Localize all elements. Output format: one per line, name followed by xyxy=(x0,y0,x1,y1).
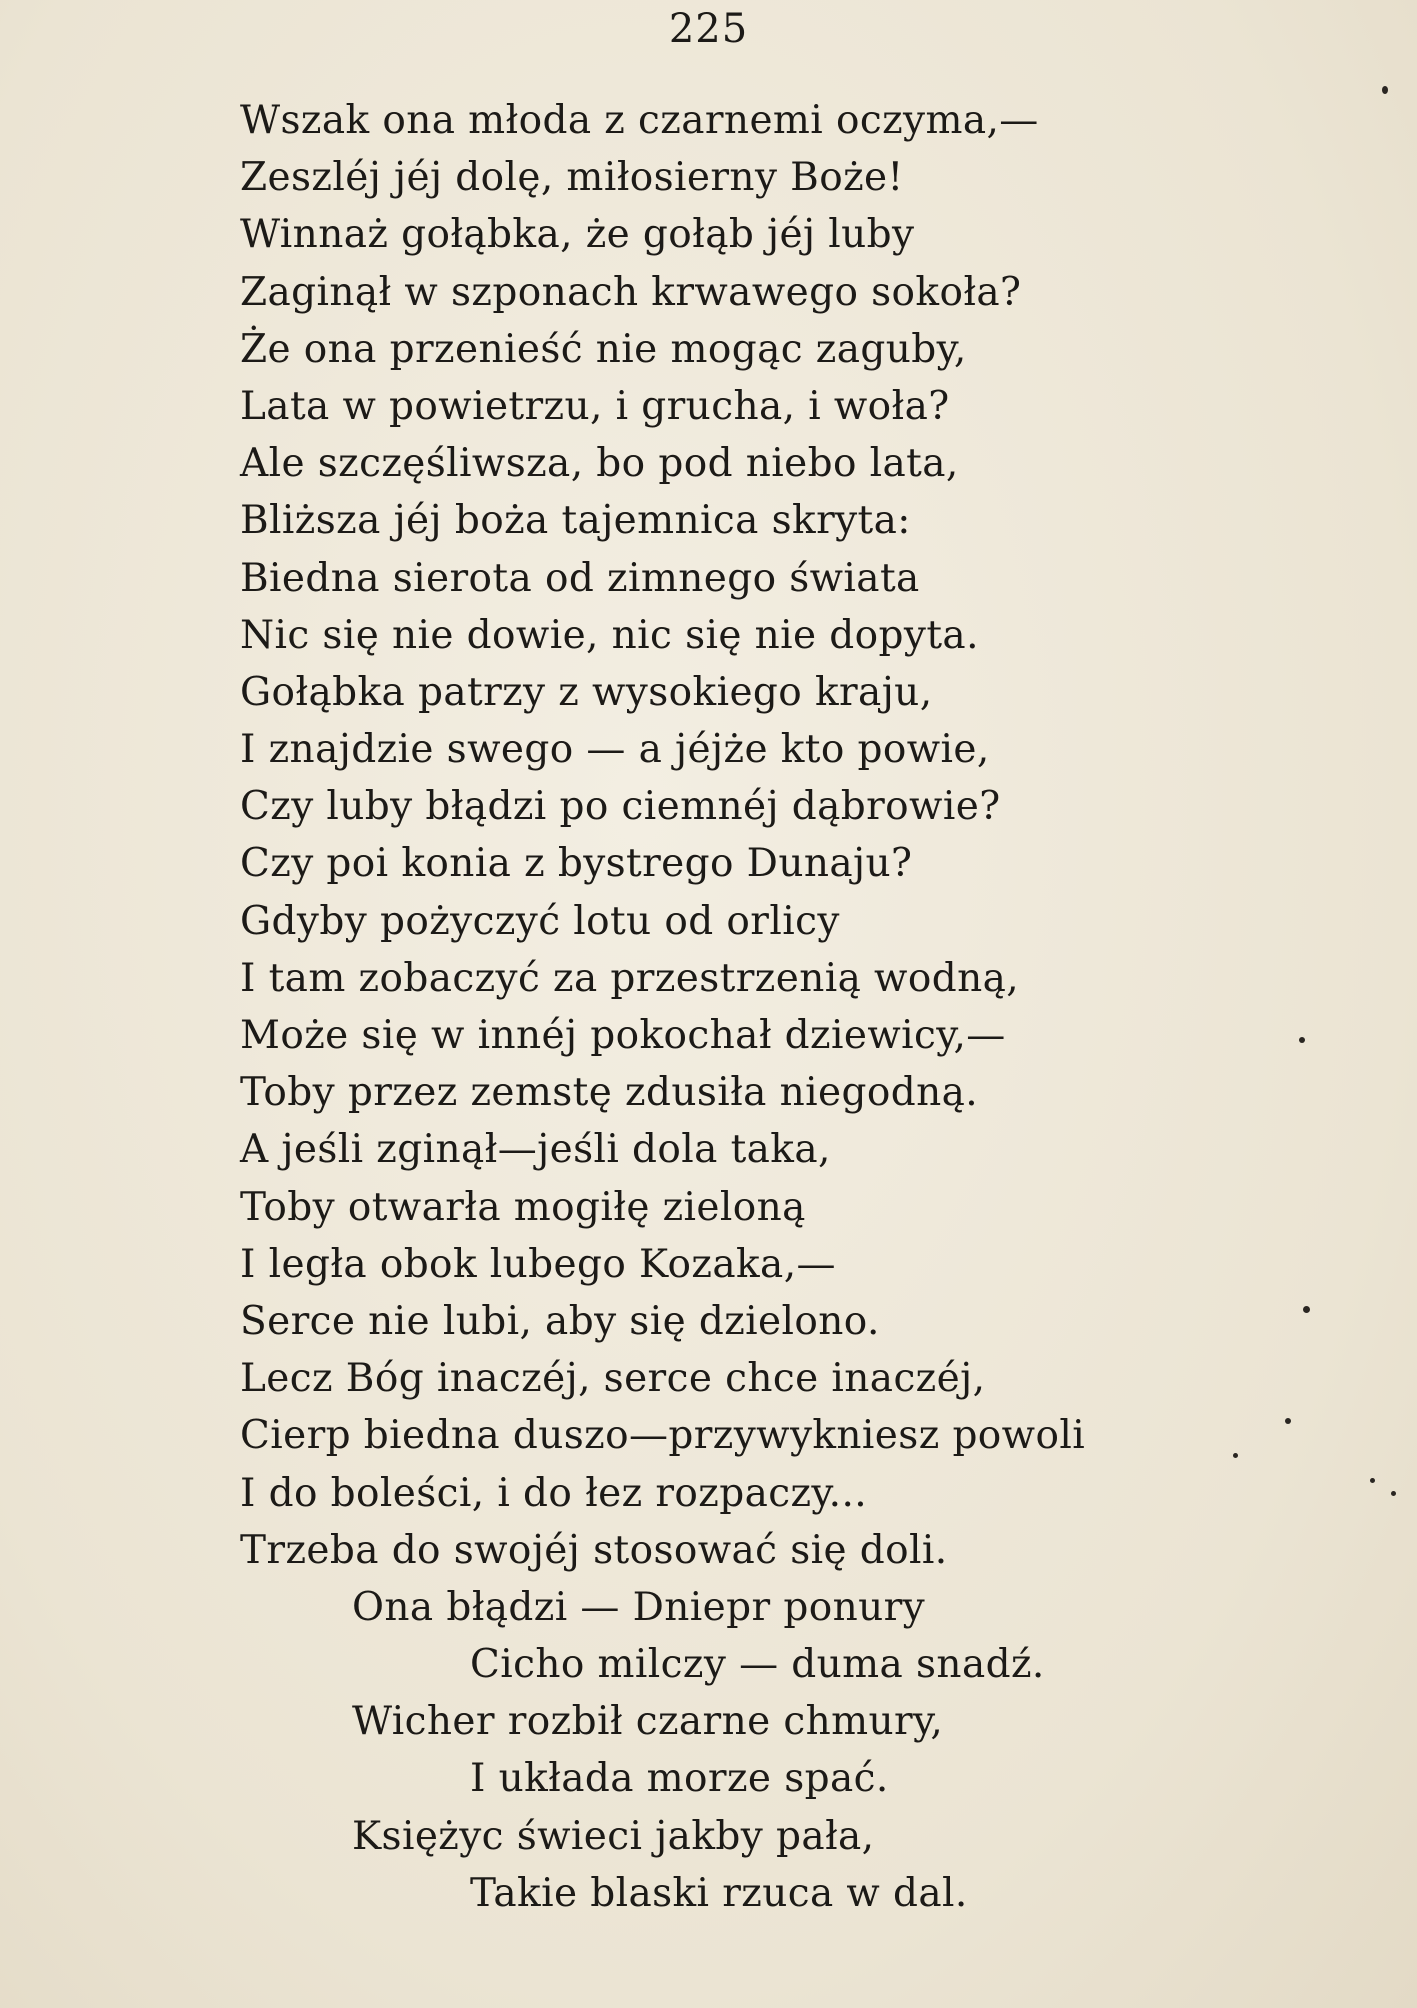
paper-speck xyxy=(1233,1453,1238,1458)
poem-line: I układa morze spać. xyxy=(470,1756,889,1802)
poem-line: I znajdzie swego — a jéjże kto powie, xyxy=(240,727,990,773)
poem-line: Ona błądzi — Dniepr ponury xyxy=(352,1584,926,1630)
poem-line: Trzeba do swojéj stosować się doli. xyxy=(240,1527,948,1573)
poem-line: Czy luby błądzi po ciemnéj dąbrowie? xyxy=(240,784,1001,830)
poem-line: I tam zobaczyć za przestrzenią wodną, xyxy=(240,955,1020,1001)
poem-line: Zaginął w szponach krwawego sokoła? xyxy=(240,269,1022,315)
page-number: 225 xyxy=(668,6,749,52)
paper-speck xyxy=(1391,1491,1396,1496)
poem-line: Toby przez zemstę zdusiła niegodną. xyxy=(240,1070,979,1116)
poem-line: Gdyby pożyczyć lotu od orlicy xyxy=(240,898,840,944)
poem-line: Że ona przenieść nie mogąc zaguby, xyxy=(240,326,967,372)
poem-line: Księżyc świeci jakby pała, xyxy=(352,1813,875,1859)
poem-line: Cicho milczy — duma snadź. xyxy=(470,1642,1045,1688)
paper-speck xyxy=(1299,1037,1305,1043)
poem-line: Gołąbka patrzy z wysokiego kraju, xyxy=(240,669,933,715)
paper-speck xyxy=(1382,86,1388,94)
poem-line: Nic się nie dowie, nic się nie dopyta. xyxy=(240,612,979,658)
poem-line: Wicher rozbił czarne chmury, xyxy=(352,1699,944,1745)
poem-text xyxy=(240,92,1377,1922)
poem-line: Wszak ona młoda z czarnemi oczyma,— xyxy=(240,98,1039,143)
poem-line: Cierp biedna duszo—przywykniesz powoli xyxy=(240,1413,1086,1459)
poem-line: Zeszléj jéj dolę, miłosierny Boże! xyxy=(240,155,904,201)
poem-line: Biedna sierota od zimnego świata xyxy=(240,555,920,601)
poem-line: I legła obok lubego Kozaka,— xyxy=(240,1241,836,1287)
poem-line: A jeśli zginął—jeśli dola taka, xyxy=(240,1127,831,1173)
poem-line: Winnaż gołąbka, że gołąb jéj luby xyxy=(240,212,915,258)
poem-line: I do boleści, i do łez rozpaczy... xyxy=(240,1470,868,1516)
poem-line: Ale szczęśliwsza, bo pod niebo lata, xyxy=(240,441,959,487)
poem-line: Lecz Bóg inaczéj, serce chce inaczéj, xyxy=(240,1356,986,1402)
paper-speck xyxy=(1370,1478,1375,1483)
poem-line: Serce nie lubi, aby się dzielono. xyxy=(240,1298,880,1344)
poem-line: Takie blaski rzuca w dal. xyxy=(470,1870,968,1916)
poem-line: Bliższa jéj boża tajemnica skryta: xyxy=(240,498,911,544)
paper-speck xyxy=(1285,1418,1291,1424)
poem-line: Lata w powietrzu, i grucha, i woła? xyxy=(240,383,950,429)
poem-line: Czy poi konia z bystrego Dunaju? xyxy=(240,841,913,887)
paper-speck xyxy=(1303,1306,1310,1313)
poem-line: Toby otwarła mogiłę zieloną xyxy=(240,1184,806,1230)
poem-line: Może się w innéj pokochał dziewicy,— xyxy=(240,1013,1006,1058)
